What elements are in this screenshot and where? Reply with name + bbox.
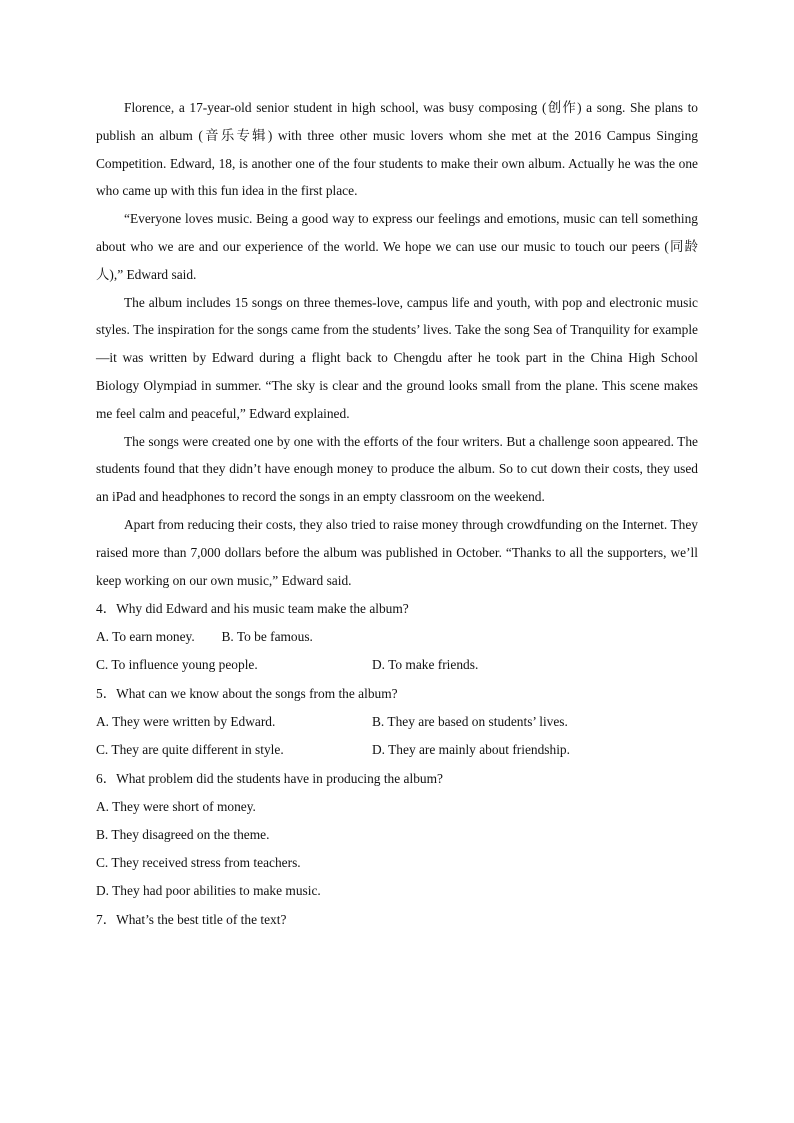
question-6-option-c: C. They received stress from teachers. bbox=[96, 855, 301, 871]
passage-paragraph-3: The album includes 15 songs on three themes-love, campus life and youth, with pop and electronic music styles. The inspiration for the songs came from the students’ lives. Take the song Sea of Tranquility for example—it was written by Edward during a flight back to Chengdu after he took part in the China High School Biology Olympiad in summer. “The sky is clear and the ground looks small from the plane. This scene makes me feel calm and peaceful,” Edward explained. bbox=[96, 294, 698, 421]
question-7 bbox=[96, 905, 698, 934]
passage-paragraph-5: Apart from reducing their costs, they also tried to raise money through crowdfunding on the Internet. They raised more than 7,000 dollars before the album was published in October. “Thanks to all the supporters, we’ll keep working on our own music,” Edward said. bbox=[96, 516, 698, 588]
question-5-option-a: A. They were written by Edward. bbox=[96, 714, 276, 730]
question-5-options-cd bbox=[96, 736, 698, 764]
question-4-option-a: A. To earn money. bbox=[96, 629, 195, 645]
passage-paragraph-4: The songs were created one by one with the efforts of the four writers. But a challenge soon appeared. The students found that they didn’t have enough money to produce the album. So to cut down their costs, they used an iPad and headphones to record the songs in an empty classroom on the weekend. bbox=[96, 433, 698, 505]
question-6-option-a: A. They were short of money. bbox=[96, 799, 256, 815]
question-6-stem: 6．What problem did the students have in producing the album? bbox=[96, 771, 443, 787]
passage-paragraph-2: “Everyone loves music. Being a good way to express our feelings and emotions, music can tell something about who we are and our experience of the world. We hope we can use our music to touch our peers (同龄人),” Edward said. bbox=[96, 211, 698, 282]
passage-paragraph-1: Florence, a 17-year-old senior student in high school, was busy composing (创作) a song. She plans to publish an album (音乐专辑) with three other music lovers whom she met at the 2016 Campus Singing Competition. Edward, 18, is another one of the four students to make their own album. Actually he was the one who came up with this fun idea in the first place. bbox=[96, 100, 698, 199]
question-6-option-d: D. They had poor abilities to make music. bbox=[96, 883, 321, 899]
question-6-option-b: B. They disagreed on the theme. bbox=[96, 827, 270, 843]
question-4-option-c: C. To influence young people. bbox=[96, 657, 258, 673]
question-5-option-b: B. They are based on students’ lives. bbox=[372, 714, 568, 730]
question-5-option-c: C. They are quite different in style. bbox=[96, 742, 284, 758]
question-4 bbox=[96, 594, 698, 679]
question-5-options-ab bbox=[96, 708, 698, 736]
question-4-stem: 4．Why did Edward and his music team make the album? bbox=[96, 601, 409, 617]
question-4-option-b: B. To be famous. bbox=[221, 629, 313, 645]
question-4-options-cd bbox=[96, 651, 698, 679]
document-page bbox=[96, 94, 698, 934]
question-5-stem: 5．What can we know about the songs from the album? bbox=[96, 686, 398, 702]
question-7-stem: 7．What’s the best title of the text? bbox=[96, 912, 287, 928]
question-5-option-d: D. They are mainly about friendship. bbox=[372, 742, 570, 758]
question-4-option-d: D. To make friends. bbox=[372, 657, 479, 673]
question-4-options-ab bbox=[96, 623, 698, 651]
question-6 bbox=[96, 764, 698, 905]
question-5 bbox=[96, 679, 698, 764]
